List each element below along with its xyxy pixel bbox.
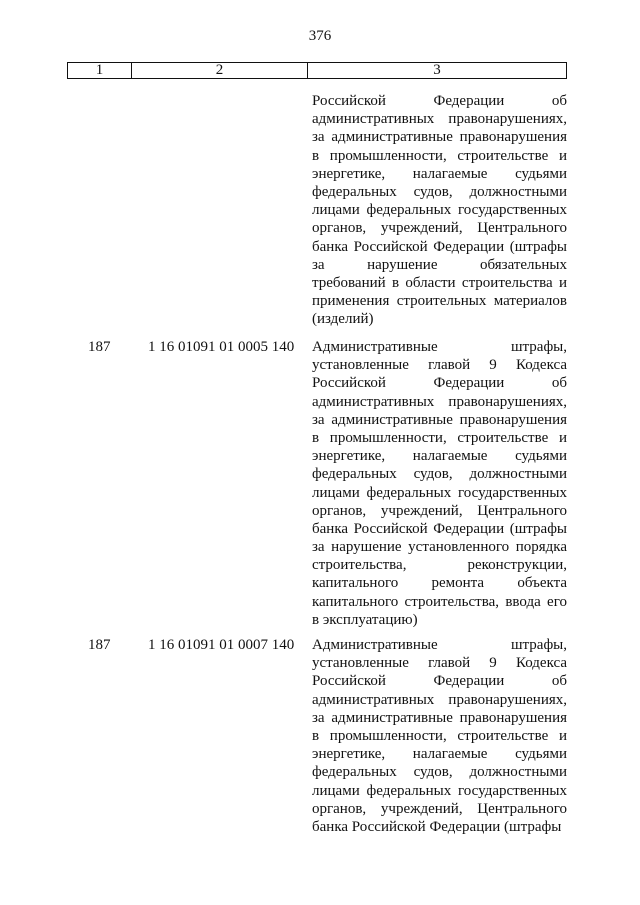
row-description — [312, 636, 567, 836]
description-line: строительства, реконструкции, — [312, 557, 567, 574]
header-col-1: 1 — [68, 63, 132, 78]
description-line: лицами федеральных государственных — [312, 782, 567, 799]
description-line: Административные штрафы, — [312, 339, 567, 355]
description-line: капитального ремонта объекта — [312, 575, 567, 592]
header-col-3: 3 — [433, 62, 441, 78]
description-line: банка Российской Федерации (штрафы — [312, 520, 567, 537]
description-line: Российской Федерации об — [312, 673, 567, 690]
row-code: 1 16 01091 01 0007 140 — [148, 637, 295, 653]
description-line: капитального строительства, ввода его — [312, 593, 567, 610]
description-line: в промышленности, строительстве и — [312, 429, 567, 446]
description-line: (изделий) — [312, 311, 374, 328]
description-line: федеральных судов, должностными — [312, 764, 567, 781]
description-line: банка Российской Федерации (штрафы — [312, 818, 562, 835]
description-line: энергетике, налагаемые судьями — [312, 746, 567, 763]
description-line: лицами федеральных государственных — [312, 484, 567, 501]
table-header — [67, 62, 567, 79]
description-line: федеральных судов, должностными — [312, 183, 567, 200]
row-number: 187 — [88, 637, 111, 653]
description-line: банка Российской Федерации (штрафы — [312, 238, 567, 255]
description-line: органов, учреждений, Центрального — [312, 800, 567, 817]
description-line: органов, учреждений, Центрального — [312, 502, 567, 519]
description-line: установленные главой 9 Кодекса — [312, 357, 567, 374]
page-number: 376 — [308, 28, 332, 44]
description-line: Административные штрафы, — [312, 637, 567, 653]
description-line: в промышленности, строительстве и — [312, 727, 567, 744]
description-line: за административные правонарушения — [312, 411, 567, 428]
description-line: за нарушение установленного порядка — [312, 539, 567, 556]
description-line: административных правонарушениях, — [312, 691, 567, 708]
description-line: Российской Федерации об — [312, 93, 567, 109]
description-line: административных правонарушениях, — [312, 393, 567, 410]
description-line: за нарушение обязательных — [312, 256, 567, 273]
header-col-2: 2 — [132, 63, 308, 78]
row-description — [312, 92, 567, 328]
description-line: требований в области строительства и — [312, 274, 567, 291]
row-number: 187 — [88, 339, 111, 355]
row-code: 1 16 01091 01 0005 140 — [148, 339, 295, 355]
description-line: за административные правонарушения — [312, 709, 567, 726]
description-line: Российской Федерации об — [312, 375, 567, 392]
description-line: лицами федеральных государственных — [312, 202, 567, 219]
description-line: административных правонарушениях, — [312, 111, 567, 128]
description-line: установленные главой 9 Кодекса — [312, 655, 567, 672]
description-line: органов, учреждений, Центрального — [312, 220, 567, 237]
description-line: энергетике, налагаемые судьями — [312, 448, 567, 465]
description-line: энергетике, налагаемые судьями — [312, 165, 567, 182]
description-line: применения строительных материалов — [312, 293, 567, 310]
description-line: в эксплуатацию) — [312, 611, 418, 628]
row-description — [312, 338, 567, 629]
description-line: за административные правонарушения — [312, 129, 567, 146]
description-line: федеральных судов, должностными — [312, 466, 567, 483]
description-line: в промышленности, строительстве и — [312, 147, 567, 164]
